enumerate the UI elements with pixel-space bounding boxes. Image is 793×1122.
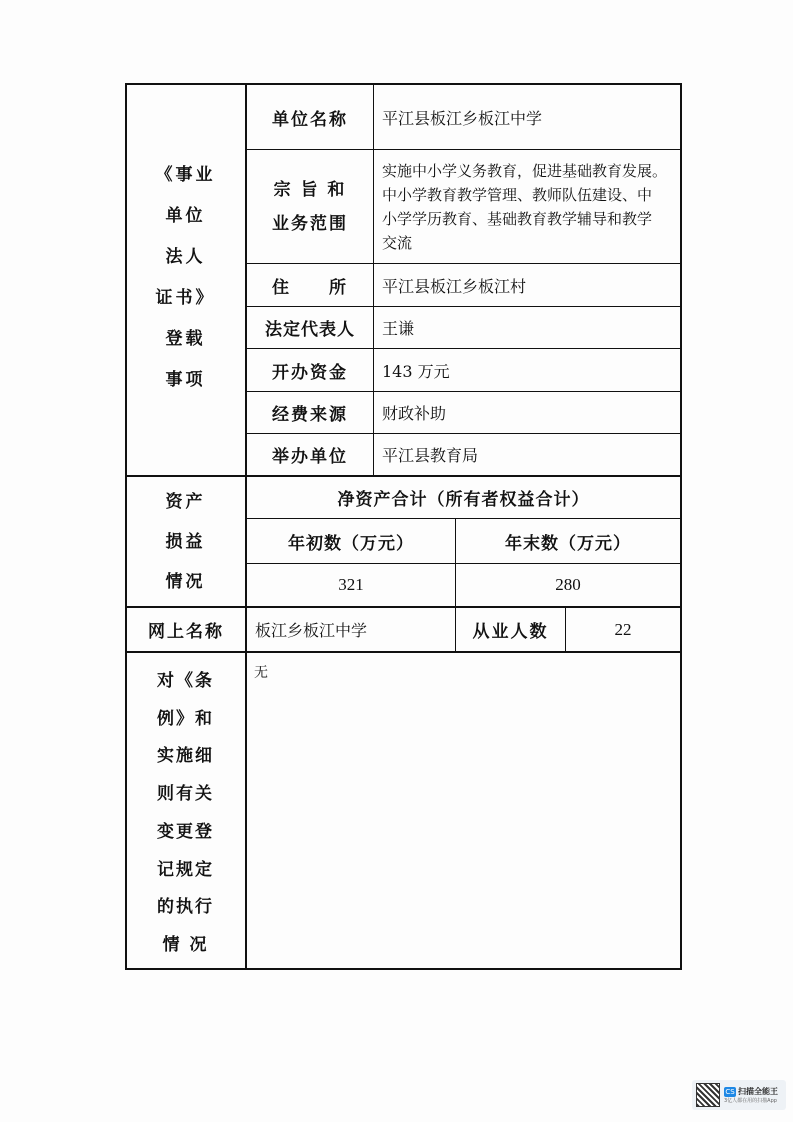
title-line: 单位 (165, 206, 206, 226)
title-line: 证书》 (155, 288, 216, 308)
title-line: 《事业 (155, 165, 216, 185)
watermark-title: 扫描全能王 (738, 1087, 778, 1096)
funding-value: 财政补助 (382, 404, 447, 423)
compliance-title-line: 变更登 (157, 821, 214, 842)
end-year-value: 280 (555, 575, 581, 594)
online-name-value: 板江乡板江中学 (255, 621, 368, 640)
address-label: 住 所 (272, 277, 348, 298)
purpose-line: 中小学教育教学管理、教师队伍建设、中 (382, 185, 653, 204)
qr-code-icon (696, 1083, 720, 1107)
registration-section-title (125, 160, 246, 406)
assets-section-title (125, 477, 246, 606)
sponsor-value: 平江县教育局 (382, 446, 479, 465)
capital-value: 143 万元 (382, 361, 450, 381)
compliance-title-line: 实施细 (157, 746, 214, 767)
title-line: 事项 (165, 370, 206, 390)
scanner-watermark (692, 1080, 786, 1110)
title-line: 法人 (165, 247, 206, 267)
assets-title-line: 资产 (165, 491, 206, 512)
compliance-content: 无 (254, 665, 268, 681)
legal-rep-value: 王谦 (382, 319, 415, 338)
compliance-title-line: 例》和 (157, 708, 214, 729)
purpose-label (247, 150, 373, 263)
sponsor-label: 举办单位 (272, 447, 348, 467)
assets-title-line: 损益 (165, 531, 206, 552)
purpose-line: 实施中小学义务教育，促进基础教育发展。 (382, 161, 668, 180)
purpose-line: 小学学历教育、基础教育教学辅导和教学 (382, 209, 653, 228)
assets-title-line: 情况 (165, 571, 206, 592)
begin-year-value: 321 (338, 575, 364, 594)
capital-label: 开办资金 (272, 362, 348, 383)
online-name-label: 网上名称 (148, 622, 224, 642)
unit-name-value: 平江县板江乡板江中学 (382, 108, 543, 128)
staff-count-value: 22 (614, 619, 632, 639)
end-year-label: 年末数（万元） (505, 533, 631, 554)
watermark-subtitle: 3亿人都在用的扫描App (724, 1098, 777, 1104)
compliance-title-line: 记规定 (157, 859, 214, 880)
compliance-title-line: 的执行 (157, 897, 214, 918)
net-assets-header: 净资产合计（所有者权益合计） (337, 490, 590, 510)
compliance-title-line: 情 况 (162, 935, 209, 956)
begin-year-label: 年初数（万元） (288, 533, 414, 554)
funding-label: 经费来源 (272, 405, 348, 425)
staff-count-label: 从业人数 (472, 622, 549, 642)
purpose-line: 交流 (382, 233, 413, 252)
title-line: 登载 (165, 329, 206, 349)
compliance-title-line: 则有关 (157, 784, 214, 805)
purpose-label-line: 宗 旨 和 (273, 179, 347, 200)
legal-rep-label: 法定代表人 (265, 320, 355, 340)
purpose-label-line: 业务范围 (272, 213, 348, 234)
compliance-section-title (125, 653, 246, 968)
unit-name-label: 单位名称 (272, 109, 348, 130)
address-value: 平江县板江乡板江村 (382, 276, 527, 296)
compliance-title-line: 对《条 (157, 670, 214, 691)
camscanner-logo-icon: CS (725, 1087, 735, 1096)
purpose-value (374, 150, 680, 263)
